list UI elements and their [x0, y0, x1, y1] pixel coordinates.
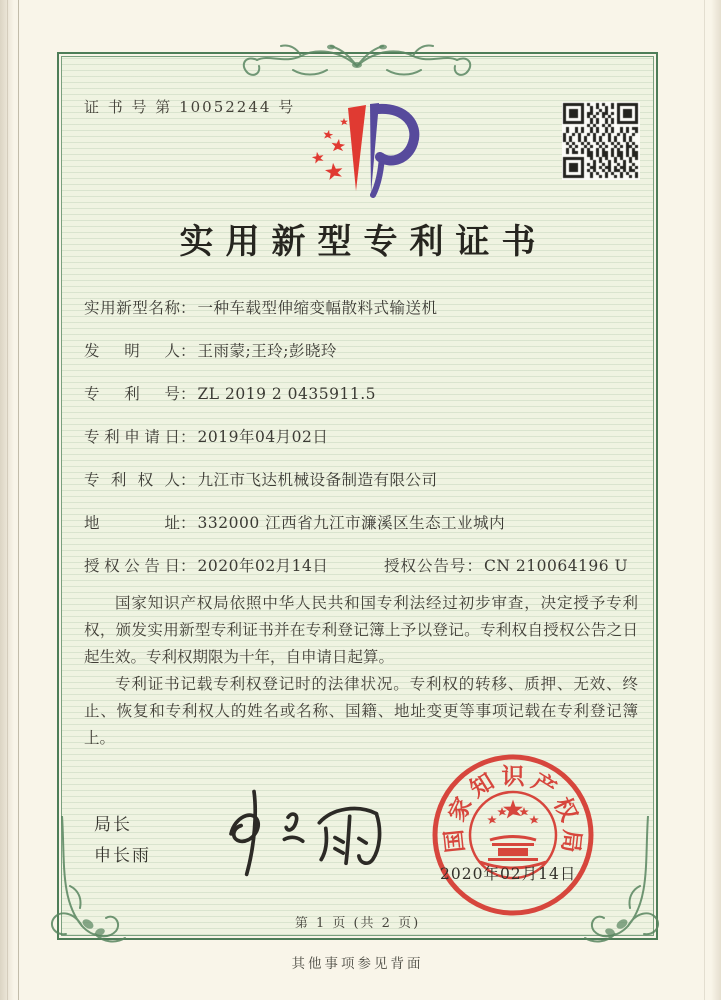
- field-label: 发明人: [84, 342, 180, 360]
- official-title: 局长: [94, 815, 132, 835]
- field-colon: ：: [466, 557, 483, 575]
- legal-paragraph-2: 专利证书记载专利权登记时的法律状况。专利权的转移、质押、无效、终止、恢复和专利权人的姓名或名称、国籍、地址变更等事项记载在专利登记簿上。: [84, 675, 638, 747]
- legal-paragraph-1: 国家知识产权局依照中华人民共和国专利法经过初步审查，决定授予专利权，颁发实用新型专利证书并在专利登记簿上予以登记。专利权自授权公告之日起生效。专利权期限为十年，自申请日起算。: [84, 594, 638, 666]
- field-colon: ：: [180, 428, 196, 446]
- field-row-filing-date: [84, 425, 640, 468]
- field-colon: ：: [180, 385, 196, 403]
- field-row-address: [84, 511, 640, 554]
- field-label: 授权公告日: [84, 557, 180, 575]
- certificate-number: 证 书 号 第 10052244 号: [84, 98, 296, 116]
- certificate-title: 实用新型专利证书: [179, 222, 548, 262]
- field-label: 地址: [84, 514, 180, 532]
- legal-text: [84, 590, 638, 752]
- field-value: 332000 江西省九江市濂溪区生态工业城内: [197, 514, 506, 532]
- field-colon: ：: [180, 471, 196, 489]
- field-colon: ：: [180, 514, 196, 532]
- director-signature: [200, 786, 400, 878]
- field-colon: ：: [180, 342, 196, 360]
- field-colon: ：: [180, 299, 196, 317]
- field-label: 专利号: [84, 385, 180, 403]
- seal-char: 识: [501, 763, 525, 790]
- seal-char: 家: [443, 793, 478, 826]
- seal-char: 知: [465, 767, 499, 803]
- field-value: 2019年04月02日: [197, 428, 329, 446]
- cnipa-logo-icon: [288, 98, 438, 208]
- seal-char: 产: [527, 767, 561, 803]
- official-block: [94, 810, 151, 872]
- seal-char: 国: [440, 828, 470, 854]
- field-row-invention-name: [84, 296, 640, 339]
- official-name: 申长雨: [94, 846, 151, 866]
- field-row-patentee: [84, 468, 640, 511]
- field-row-patent-number: [84, 382, 640, 425]
- field-colon: ：: [180, 557, 196, 575]
- field-value: 一种车载型伸缩变幅散料式输送机: [197, 299, 438, 317]
- field-value: 王雨蒙;王玲;彭晓玲: [197, 342, 337, 360]
- seal-char: 权: [548, 793, 583, 826]
- page-indicator: 第 1 页 (共 2 页): [294, 916, 421, 931]
- grant-date-value: 2020年02月14日: [197, 557, 329, 575]
- fields-block: [84, 296, 640, 597]
- cnipa-red-seal: [428, 750, 598, 920]
- field-label: 授权公告号: [384, 557, 467, 575]
- field-value: ZL 2019 2 0435911.5: [197, 385, 376, 403]
- qr-code: [562, 102, 640, 180]
- grant-number-pair: [384, 554, 628, 576]
- field-label: 实用新型名称: [84, 299, 180, 317]
- field-value: 九江市飞达机械设备制造有限公司: [197, 471, 438, 489]
- field-label: 专利申请日: [84, 428, 180, 446]
- back-note: 其他事项参见背面: [291, 956, 424, 972]
- field-label: 专利权人: [84, 471, 180, 489]
- grant-number-value: CN 210064196 U: [484, 557, 629, 575]
- seal-char: 局: [556, 828, 586, 854]
- seal-date: 2020年02月14日: [440, 865, 577, 883]
- field-row-inventors: [84, 339, 640, 382]
